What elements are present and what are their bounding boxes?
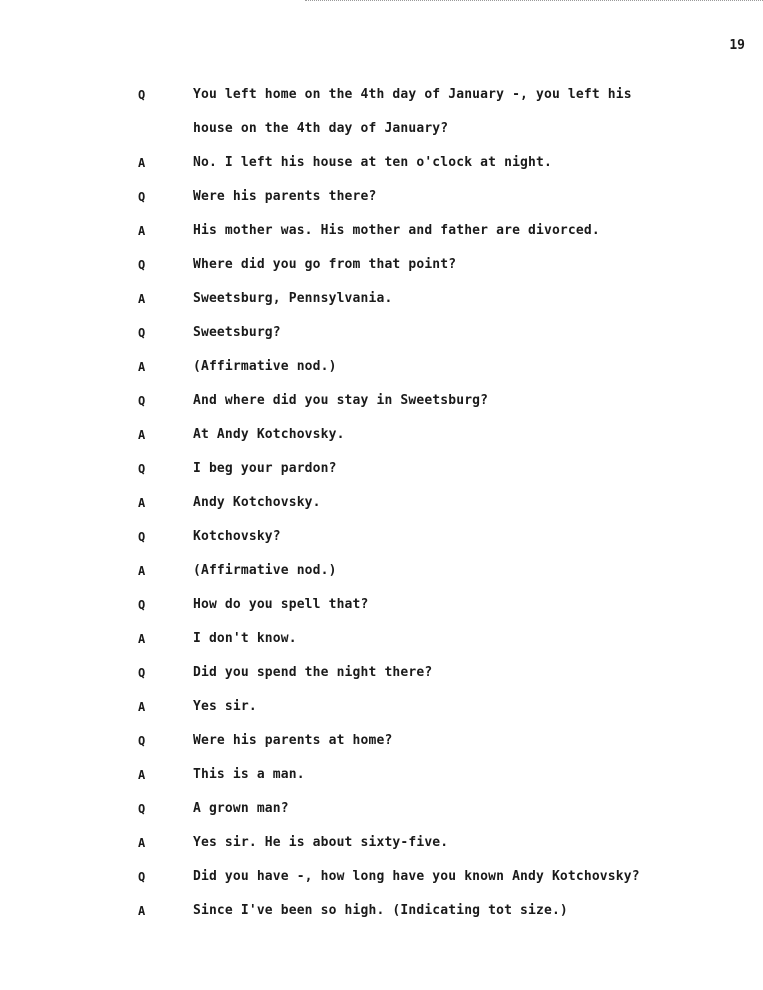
transcript-line (0, 527, 763, 561)
line-text: And where did you stay in Sweetsburg? (193, 393, 489, 408)
transcript-line (0, 289, 763, 323)
speaker-label: A (138, 292, 146, 306)
line-text: Where did you go from that point? (193, 257, 457, 272)
line-text: Yes sir. He is about sixty-five. (193, 835, 449, 850)
speaker-label: A (138, 904, 146, 918)
transcript-line (0, 221, 763, 255)
line-text: (Affirmative nod.) (193, 563, 337, 578)
transcript-line (0, 595, 763, 629)
line-text: Since I've been so high. (Indicating tot size.) (193, 903, 568, 918)
line-text: Yes sir. (193, 699, 257, 714)
speaker-label: A (138, 156, 146, 170)
transcript-line (0, 153, 763, 187)
speaker-label: Q (138, 734, 146, 748)
transcript-line (0, 833, 763, 867)
speaker-label: Q (138, 190, 146, 204)
speaker-label: Q (138, 802, 146, 816)
speaker-label: Q (138, 666, 146, 680)
speaker-label: Q (138, 598, 146, 612)
line-text: Did you have -, how long have you known Andy Kotchovsky? (193, 869, 640, 884)
speaker-label: Q (138, 326, 146, 340)
line-text: At Andy Kotchovsky. (193, 427, 345, 442)
speaker-label: A (138, 836, 146, 850)
line-text: You left home on the 4th day of January -, you left his (193, 87, 632, 102)
speaker-label: Q (138, 462, 146, 476)
transcript-line (0, 867, 763, 901)
transcript-line (0, 357, 763, 391)
speaker-label: A (138, 768, 146, 782)
speaker-label: Q (138, 88, 146, 102)
speaker-label: Q (138, 530, 146, 544)
line-text: (Affirmative nod.) (193, 359, 337, 374)
transcript-line (0, 561, 763, 595)
speaker-label: Q (138, 258, 146, 272)
speaker-label: A (138, 700, 146, 714)
page-number: 19 (729, 38, 745, 53)
speaker-label: A (138, 360, 146, 374)
line-text: Sweetsburg, Pennsylvania. (193, 291, 393, 306)
transcript-line (0, 697, 763, 731)
speaker-label: A (138, 564, 146, 578)
line-text: A grown man? (193, 801, 289, 816)
transcript-line (0, 255, 763, 289)
line-text: His mother was. His mother and father are divorced. (193, 223, 600, 238)
speaker-label: A (138, 428, 146, 442)
transcript-line (0, 85, 763, 119)
transcript-line (0, 799, 763, 833)
line-text: This is a man. (193, 767, 305, 782)
line-text: Kotchovsky? (193, 529, 281, 544)
transcript-line (0, 901, 763, 935)
top-dotted-rule (305, 0, 763, 1)
speaker-label: A (138, 224, 146, 238)
transcript-line (0, 187, 763, 221)
transcript-line (0, 323, 763, 357)
line-text: I don't know. (193, 631, 297, 646)
transcript-line (0, 425, 763, 459)
transcript-line (0, 459, 763, 493)
transcript-line (0, 765, 763, 799)
line-text: Sweetsburg? (193, 325, 281, 340)
line-text: house on the 4th day of January? (193, 121, 449, 136)
transcript-line (0, 119, 763, 153)
transcript-line (0, 629, 763, 663)
line-text: Andy Kotchovsky. (193, 495, 321, 510)
transcript-line (0, 493, 763, 527)
line-text: Were his parents there? (193, 189, 377, 204)
transcript-line (0, 391, 763, 425)
speaker-label: A (138, 632, 146, 646)
transcript-line (0, 731, 763, 765)
speaker-label: A (138, 496, 146, 510)
speaker-label: Q (138, 870, 146, 884)
transcript-line (0, 663, 763, 697)
line-text: No. I left his house at ten o'clock at night. (193, 155, 552, 170)
speaker-label: Q (138, 394, 146, 408)
line-text: How do you spell that? (193, 597, 369, 612)
line-text: Were his parents at home? (193, 733, 393, 748)
transcript-body (0, 85, 763, 935)
line-text: I beg your pardon? (193, 461, 337, 476)
line-text: Did you spend the night there? (193, 665, 433, 680)
